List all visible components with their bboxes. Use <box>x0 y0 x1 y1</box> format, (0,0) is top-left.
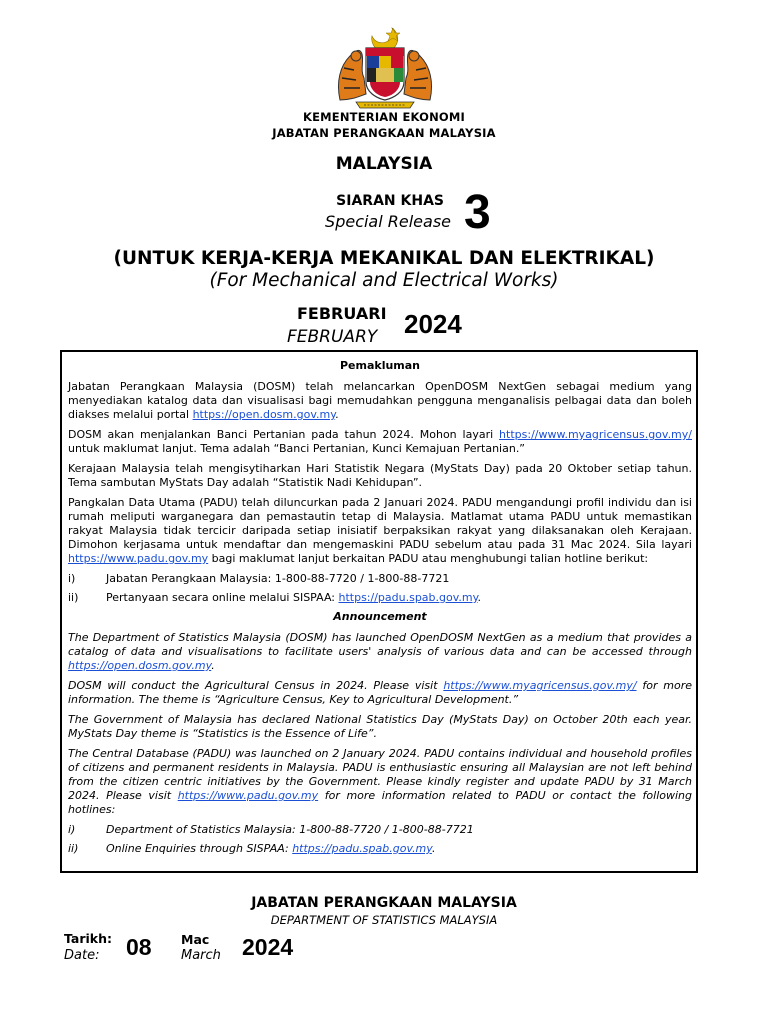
padu-link[interactable]: https://www.padu.gov.my <box>177 789 319 802</box>
opendosm-link[interactable]: https://open.dosm.gov.my <box>68 659 212 672</box>
notice-heading-en: Announcement <box>333 610 427 623</box>
item-text: Jabatan Perangkaan Malaysia: 1-800-88-7720 / 1-800-88-7721 <box>106 572 450 585</box>
sispaa-link[interactable]: https://padu.spab.gov.my <box>292 842 432 855</box>
sispaa-link[interactable]: https://padu.spab.gov.my <box>338 591 478 604</box>
opendosm-link[interactable]: https://open.dosm.gov.my <box>192 408 336 421</box>
release-label-en: Special Release <box>325 212 451 231</box>
paragraph-text: DOSM will conduct the Agricultural Census in 2024. Please visit <box>68 679 444 692</box>
paragraph-text: DOSM akan menjalankan Banci Pertanian pada tahun 2024. Mohon layari <box>68 428 500 441</box>
item-number: ii) <box>68 842 79 855</box>
release-number: 3 <box>464 186 491 239</box>
release-label-ms: SIARAN KHAS <box>336 193 444 209</box>
padu-link[interactable]: https://www.padu.gov.my <box>68 552 209 565</box>
date-year: 2024 <box>242 934 294 960</box>
notice-paragraph: The Government of Malaysia has declared National Statistics Day (MyStats Day) on October 20th each year. MyStats Day theme is “Statistics is the Essence of Life”. <box>68 713 692 740</box>
paragraph-text: Jabatan Perangkaan Malaysia (DOSM) telah melancarkan OpenDOSM NextGen sebagai medium yang menyediakan katalog data dan visualisasi bagi memudahkan pengguna menganalisis pelbagai data dan boleh diakses melalui portal <box>68 380 692 421</box>
notice-paragraph <box>68 496 692 566</box>
date-month-en: March <box>181 948 221 963</box>
notice-heading-ms: Pemakluman <box>339 359 421 372</box>
agricensus-link[interactable]: https://www.myagricensus.gov.my/ <box>443 679 637 692</box>
paragraph-text: . <box>335 408 339 421</box>
agricensus-link[interactable]: https://www.myagricensus.gov.my/ <box>499 428 692 441</box>
paragraph-text: for more information related to PADU or contact the following hotlines: <box>68 789 692 816</box>
paragraph-text: untuk maklumat lanjut. Tema adalah “Banci Pertanian, Kunci Kemajuan Pertanian.” <box>68 442 526 455</box>
item-text: . <box>431 842 436 855</box>
reference-month-ms: FEBRUARI <box>297 304 387 323</box>
reference-month-en: FEBRUARY <box>287 327 378 347</box>
date-label-ms: Tarikh: <box>64 931 113 946</box>
notice-paragraph <box>68 428 692 456</box>
notice-paragraph <box>68 380 692 422</box>
paragraph-text: . <box>211 659 215 672</box>
paragraph-text: The Department of Statistics Malaysia (DOSM) has launched OpenDOSM NextGen as a medium that provides a catalog of data and visualisations to facilitate users' analysis of various data and can be accessed through <box>68 631 692 658</box>
footer-department-en: DEPARTMENT OF STATISTICS MALAYSIA <box>270 913 498 927</box>
hotline-item <box>68 823 692 837</box>
malaysia-coat-of-arms-icon <box>330 22 440 110</box>
subtitle-ms: (UNTUK KERJA-KERJA MEKANIKAL DAN ELEKTRIKAL) <box>113 248 655 269</box>
paragraph-text: for more information. The theme is “Agriculture Census, Key to Agricultural Development.” <box>68 679 692 706</box>
department-name: JABATAN PERANGKAAN MALAYSIA <box>272 126 496 140</box>
item-text: Pertanyaan secara online melalui SISPAA: <box>106 591 339 604</box>
date-month-ms: Mac <box>181 932 210 947</box>
hotline-item <box>68 591 692 605</box>
subtitle-en: (For Mechanical and Electrical Works) <box>209 270 559 291</box>
paragraph-text: Pangkalan Data Utama (PADU) telah diluncurkan pada 2 Januari 2024. PADU mengandungi profil individu dan isi rumah meliputi warganegara dan pemastautin tetap di Malaysia. Matlamat utama PADU untuk memastikan rakyat Malaysia tidak tercicir daripada setiap inisiatif berpaksikan rakyat yang dilaksanakan oleh Kerajaan. Dimohon kerjasama untuk mendaftar dan mengemaskini PADU sebelum atau pada 31 Mac 2024. Sila layari <box>68 496 692 551</box>
item-text: Online Enquiries through SISPAA: <box>106 842 293 855</box>
notice-paragraph <box>68 747 692 817</box>
announcement-box <box>60 350 698 873</box>
ministry-name: KEMENTERIAN EKONOMI <box>302 110 465 124</box>
item-number: ii) <box>68 591 79 604</box>
notice-paragraph: Kerajaan Malaysia telah mengisytiharkan Hari Statistik Negara (MyStats Day) pada 20 Oktober setiap tahun. Tema sambutan MyStats Day adalah “Statistik Nadi Kehidupan”. <box>68 462 692 489</box>
item-text: Department of Statistics Malaysia: 1-800-88-7720 / 1-800-88-7721 <box>106 823 474 836</box>
country-title: MALAYSIA <box>335 154 433 174</box>
paragraph-text: bagi maklumat lanjut berkaitan PADU atau menghubungi talian hotline berikut: <box>208 552 649 565</box>
paragraph-text: The Central Database (PADU) was launched on 2 January 2024. PADU contains individual and household profiles of citizens and permanent residents in Malaysia. PADU is enthusiastic ensuring all Malaysian are not left behind from the citizen centric initiatives by the Government. Please kindly register and update PADU by 31 March 2024. Please visit <box>68 747 692 802</box>
hotline-item <box>68 572 692 586</box>
item-number: i) <box>68 572 76 585</box>
date-label-en: Date: <box>64 948 100 963</box>
hotline-item <box>68 842 692 856</box>
reference-year: 2024 <box>404 309 462 339</box>
item-number: i) <box>68 823 76 836</box>
item-text: . <box>477 591 482 604</box>
footer-department-ms: JABATAN PERANGKAAN MALAYSIA <box>251 895 517 911</box>
notice-paragraph <box>68 631 692 673</box>
notice-paragraph <box>68 679 692 707</box>
date-day: 08 <box>126 934 152 960</box>
